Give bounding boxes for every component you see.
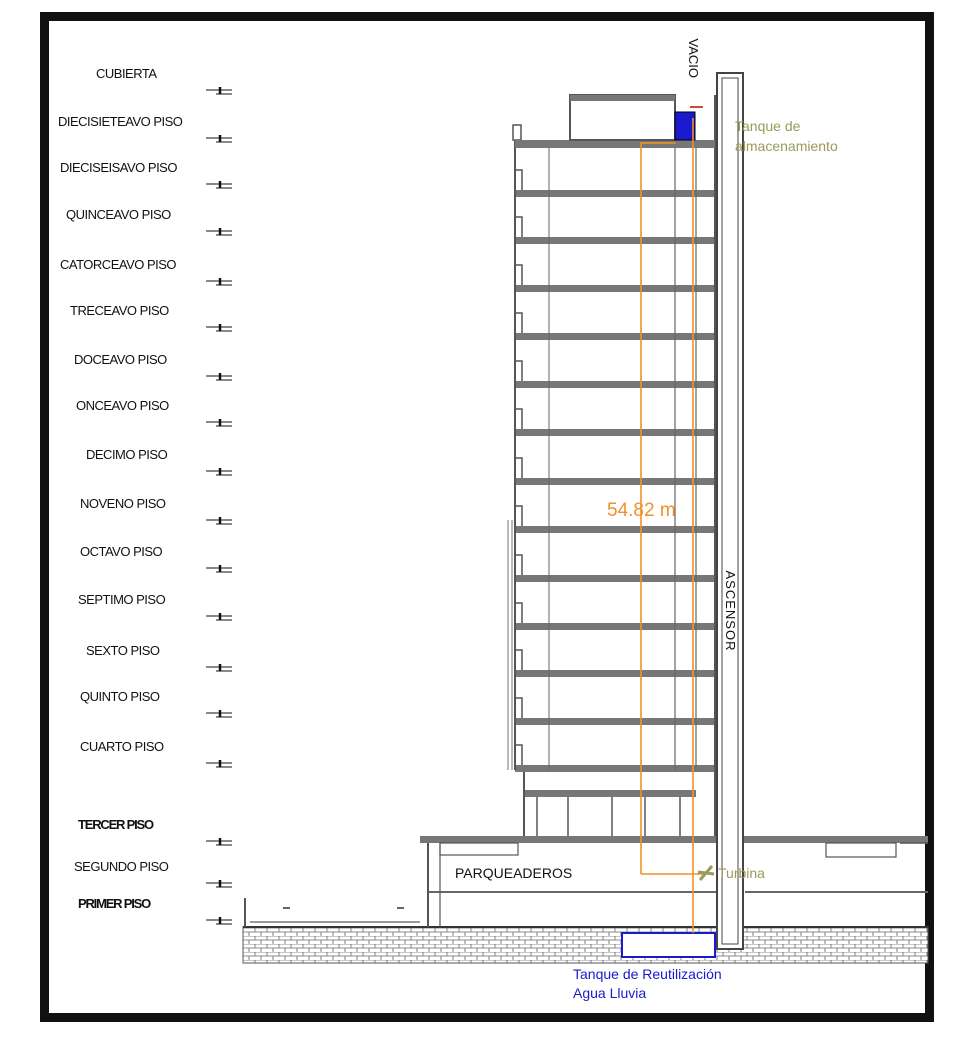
level-marker-icon [206, 517, 232, 524]
parapet-detail [515, 265, 522, 285]
parapet-detail [515, 555, 522, 575]
elevator-label: ASCENSOR [723, 570, 738, 652]
floor-label: QUINTO PISO [80, 689, 160, 704]
floor-label: DIECISEISAVO PISO [60, 160, 177, 175]
level-marker-icon [206, 181, 232, 188]
ground-hatch [243, 927, 928, 963]
floor-label: NOVENO PISO [80, 496, 166, 511]
parapet-detail [515, 313, 522, 333]
floor-slab [515, 670, 715, 677]
level-marker-icon [206, 373, 232, 380]
floor-slab [515, 285, 715, 292]
turbine-icon [698, 866, 714, 880]
level-marker-icon [206, 838, 232, 845]
floor-label: OCTAVO PISO [80, 544, 163, 559]
floor-label: ONCEAVO PISO [76, 398, 169, 413]
tower-floors [515, 170, 715, 772]
parapet-detail [515, 506, 522, 526]
floor-label: TRECEAVO PISO [70, 303, 169, 318]
height-dimension: 54.82 m [607, 500, 676, 521]
floor-label: SEPTIMO PISO [78, 592, 166, 607]
turbine-label: Turbina [718, 865, 765, 881]
vacio-label: VACIO [686, 38, 701, 78]
level-marker-icon [206, 710, 232, 717]
parapet-detail [515, 650, 522, 670]
floor-slab [515, 333, 715, 340]
floor-label: CUBIERTA [96, 66, 157, 81]
floor-label: DOCEAVO PISO [74, 352, 167, 367]
parapet-detail [515, 361, 522, 381]
level-marker-icon [206, 278, 232, 285]
parking-right-beam [826, 843, 896, 857]
floor-label: DECIMO PISO [86, 447, 168, 462]
parapet-detail [515, 170, 522, 190]
level-marker-icon [206, 324, 232, 331]
floor-slab [515, 765, 715, 772]
parapet-detail [515, 217, 522, 237]
floor-label: QUINCEAVO PISO [66, 207, 171, 222]
storage-tank-label-line2: almacenamiento [735, 138, 838, 154]
floor-label: SEGUNDO PISO [74, 859, 169, 874]
floor-slab [515, 381, 715, 388]
level-marker-icon [206, 664, 232, 671]
roof-slab [515, 140, 715, 148]
floor-slab [515, 478, 715, 485]
parapet-detail [515, 409, 522, 429]
parking-label: PARQUEADEROS [455, 865, 573, 881]
parapet-detail [515, 603, 522, 623]
parapet-detail [515, 698, 522, 718]
rain-tank-label-line1: Tanque de Reutilización [573, 966, 722, 982]
level-marker-icon [206, 760, 232, 767]
floor-label: CATORCEAVO PISO [60, 257, 177, 272]
roof-parapet-left [513, 125, 521, 140]
level-marker-icon [206, 613, 232, 620]
level-marker-icon [206, 135, 232, 142]
parking-slab [420, 836, 928, 843]
level-marker-icon [206, 228, 232, 235]
storage-tank-label-line1: Tanque de [735, 118, 801, 134]
floor-label: DIECISIETEAVO PISO [58, 114, 183, 129]
floor-label: CUARTO PISO [80, 739, 164, 754]
floor-label: TERCER PISO [78, 817, 153, 832]
parapet-detail [515, 745, 522, 765]
floor-slab [515, 237, 715, 244]
third-floor-slab [524, 790, 696, 797]
parking-beam [440, 843, 518, 855]
floor-slab [515, 190, 715, 197]
level-marker-icon [206, 565, 232, 572]
storage-tank [675, 112, 695, 140]
level-markers [206, 87, 232, 924]
level-marker-icon [206, 917, 232, 924]
floor-slab [515, 718, 715, 725]
roof-room [570, 95, 675, 140]
floor-label: SEXTO PISO [86, 643, 160, 658]
floor-slab [515, 575, 715, 582]
floor-label: PRIMER PISO [78, 896, 151, 911]
roof-room-slab [570, 95, 675, 101]
rain-reuse-tank [622, 933, 715, 957]
rain-tank-label-line2: Agua Lluvia [573, 985, 647, 1001]
level-marker-icon [206, 880, 232, 887]
floor-slab [515, 526, 715, 533]
parapet-detail [515, 458, 522, 478]
level-marker-icon [206, 87, 232, 94]
level-marker-icon [206, 419, 232, 426]
floor-slab [515, 429, 715, 436]
level-marker-icon [206, 468, 232, 475]
elevator-shaft [717, 73, 743, 949]
floor-slab [515, 623, 715, 630]
